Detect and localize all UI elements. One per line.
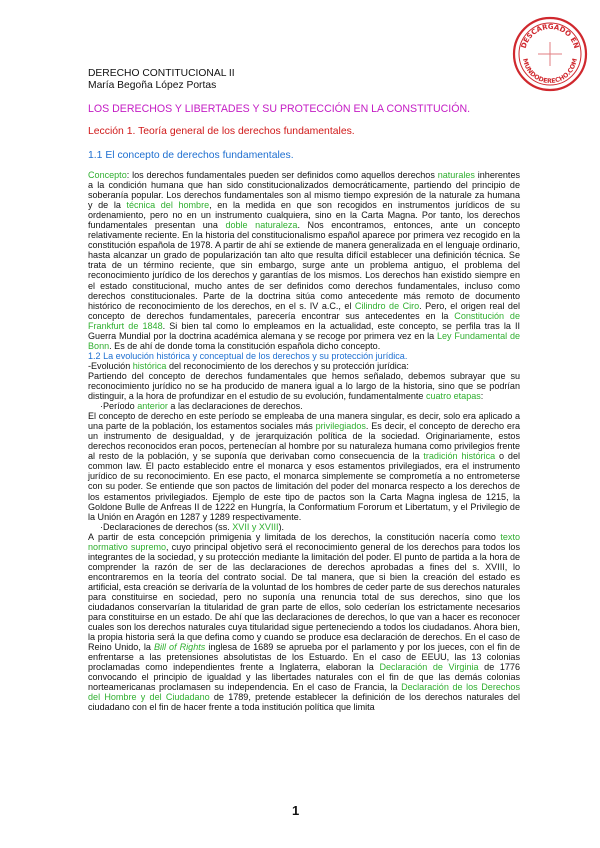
text-run: o del common law. El pacto establecido entre el monarca y esos estamentos privilegiados, era el instrumento jurídico de su reconocimiento. En ese pacto, el monarca simplemente se comprometía a no entrometerse con su poder. Se entiende que son pactos de limitación del poder del monarca respecto a los derechos de los estamentos privilegiados. Ejemplo de este tipo de pactos son la Carta Magna inglesa de 1215, la Goldone Bulle de Anfreas II de 1222 en Hungría, la Conformatium Fororum et Libertatum, y el Privilegio de la Unión en Aragón en 1287 y 1289 respectivamente. bbox=[88, 451, 520, 522]
paragraph-concept bbox=[88, 170, 520, 351]
highlighted-term: Concepto bbox=[88, 170, 127, 180]
highlighted-term: Constitución de Frankfurt de 1848 bbox=[88, 310, 520, 331]
author-name: María Begoña López Portas bbox=[88, 80, 217, 91]
text-run: a las declaraciones de derechos. bbox=[167, 401, 303, 412]
paragraph-declarations bbox=[88, 532, 520, 713]
page-number: 1 bbox=[292, 803, 300, 818]
text-run: . Pero, el origen real del concepto de derechos fundamentales, parecería encontrar sus antecedentes en la bbox=[88, 300, 520, 321]
highlighted-term: histórica bbox=[132, 360, 167, 371]
stamp-text-bottom: MUNDODERECHO.COM bbox=[521, 57, 579, 86]
highlighted-term: tradición histórica bbox=[423, 451, 496, 462]
document-title: LOS DERECHOS Y LIBERTADES Y SU PROTECCIÓN EN LA CONSTITUCIÓN. bbox=[88, 103, 471, 115]
highlighted-term: Declaración de los Derechos del Hombre y del Ciudadano bbox=[88, 682, 520, 703]
document-header bbox=[88, 68, 235, 92]
highlighted-term: técnica del hombre bbox=[126, 200, 210, 211]
text-run: ·Declaraciones de derechos (ss. bbox=[100, 521, 233, 532]
lesson-heading: Lección 1. Teoría general de los derechos fundamentales. bbox=[88, 126, 355, 137]
stage-two-heading bbox=[88, 522, 520, 532]
highlighted-term: XVII y XVIII bbox=[232, 521, 279, 532]
text-run: inherentes a la condición humana que han sido constitucionalizados democráticamente, partiendo del principio de soberanía popular. Los derechos fundamentales son al mismo tiempo expresión de la naturale za humana y de la bbox=[88, 170, 521, 211]
highlighted-term: Declaración de Virginia bbox=[379, 662, 479, 673]
text-run: Partiendo del concepto de derechos fundamentales que hemos señalado, debemos subrayar que su reconocimiento jurídico no se ha producido de manera igual a lo largo de la historia, sino que se podrían distinguir, a la hora de profundizar en el estudio de su evolución, fundamentalmente bbox=[88, 370, 520, 402]
paragraph-stages bbox=[88, 371, 520, 401]
text-run: . Nos encontramos, entonces, ante un concepto relativamente reciente. En la historia del constitucionalismo español aparece por primera vez recogido en la constitución española de 1978. A partir de ahí se extiende de manera generalizada en el lenguaje ordinario, hasta alcanzar un grado de popularización tan alto que resulta difícil establecer una definición técnica. Se trata de un término reciente, que sin embargo, surge ante un problema antiguo, el problema del reconocimiento jurídico de los derechos y garantías de los mismos. Los derechos han existido siempre en el estado constitucional, mucho antes de ser definidos como derechos fundamentales, incluso como derechos constitucionales. Parte de la doctrina sitúa como antecedente más remoto de documento histórico de reconocimiento de los derechos, en el s. IV a.C., el bbox=[88, 220, 520, 311]
text-run: , cuyo principal objetivo será el reconocimiento general de los derechos para todos los integrantes de la sociedad, y su protección mediante la limitación del poder. El punto de partida a la hora de comprender la razón de ser de las declaraciones de derechos aprobadas a fines del s. XVIII, lo encontraremos en la teoría del contrato social. De tal manera, que si bien la creación del estado es artificial, esta creación se derivaría de la voluntad de los hombres de ceder parte de sus derechos naturales para constituirse en sociedad, pero no suponía una renuncia total de sus derechos, sino que los ciudadanos conservarían la titularidad de gran parte de ellos, solo cederían los estrictamente necesarios para constituirse en un estado. De ahí que las declaraciones de derechos, lo que van a hacer es reconocer cuales son los derechos naturales cuya titularidad sigue perteneciendo a todos los ciudadanos. Ahora bien, la propia historia será la que defina como y cuando se produce esa declaración de derechos. En el caso de Reino Unido, la bbox=[88, 541, 521, 653]
stamp-text-top: DESCARGADO EN bbox=[519, 22, 581, 50]
highlighted-term: naturales bbox=[437, 170, 475, 180]
highlighted-term: privilegiados bbox=[315, 421, 366, 432]
text-run: de 1789, pretende establecer la definición de los derechos naturales del ciudadano con el fin de hacer frente a toda institución política que limita bbox=[88, 692, 520, 713]
text-run: . Si bien tal como lo empleamos en la actualidad, este concepto, se perfila tras la II Guerra Mundial por la doctrina académica alemana y se recoge por primera vez en la bbox=[88, 320, 520, 341]
evolution-line bbox=[88, 361, 520, 371]
text-run: ). bbox=[278, 521, 285, 532]
text-run: , en la medida en que son recogidos en instrumentos jurídicos de su ordenamiento, pero no en un instrumento cualquiera, sino en la Carta Magna. Por tanto, los derechos fundamentales presentan una bbox=[88, 200, 520, 231]
text-run: . Es de ahí de donde toma la constitución española dicho concepto. bbox=[109, 340, 381, 351]
highlighted-term: texto normativo supremo bbox=[88, 531, 520, 552]
document-body bbox=[88, 170, 520, 713]
section-heading: 1.1 El concepto de derechos fundamentales. bbox=[88, 150, 294, 161]
text-run: ·Período bbox=[100, 401, 138, 412]
download-stamp-icon bbox=[512, 16, 588, 92]
highlighted-term: anterior bbox=[137, 401, 168, 412]
highlighted-term: Ley Fundamental de Bonn bbox=[88, 330, 521, 351]
highlighted-term: cuatro etapas bbox=[425, 391, 481, 402]
text-run: : los derechos fundamentales pueden ser definidos como aquellos derechos bbox=[126, 170, 438, 180]
text-run: El concepto de derecho en este período se empleaba de una manera singular, es decir, solo era aplicado a una parte de la población, los estamentos sociales más bbox=[88, 411, 520, 432]
highlighted-term: doble naturaleza bbox=[225, 220, 298, 231]
text-run: A partir de esta concepción primigenia y limitada de los derechos, la constitución nacería como bbox=[88, 531, 501, 542]
course-name: DERECHO CONTITUCIONAL II bbox=[88, 68, 235, 79]
text-run: del reconocimiento de los derechos y su protección jurídica: bbox=[166, 360, 409, 371]
text-run: -Evolución bbox=[88, 360, 133, 371]
highlighted-term: Bill of Rights bbox=[153, 642, 206, 653]
stage-one-heading bbox=[88, 401, 520, 411]
text-run: : bbox=[480, 391, 484, 402]
paragraph-privileges bbox=[88, 411, 520, 522]
text-run: de 1776 convocando el principio de igualdad y las libertades naturales con el fin de que las demás colonias norteamericanas proclamasen su independencia. En el caso de Francia, la bbox=[88, 662, 520, 693]
text-run: inglesa de 1689 se aprueba por el parlamento y por los jueces, con el fin de enfrentarse a las pretensiones absolutistas de los Estuardo. En el caso de EEUU, las 13 colonias proclamadas como independientes frente a Inglaterra, elaboran la bbox=[88, 642, 520, 673]
highlighted-term: Cilindro de Ciro bbox=[354, 300, 420, 311]
section-heading-1-2: 1.2 La evolución histórica y conceptual de los derechos y su protección jurídica. bbox=[88, 350, 408, 361]
text-run: . Es decir, el concepto de derecho era un instrumento de desigualdad, y de jerarquización política de la sociedad. Originariamente, estos derechos reconocidos eran pocos, pertenecían al hombre por su naturaleza humana como privilegios frente al resto de la población, y se suponía que derivaban como consecuencia de la bbox=[88, 421, 520, 462]
